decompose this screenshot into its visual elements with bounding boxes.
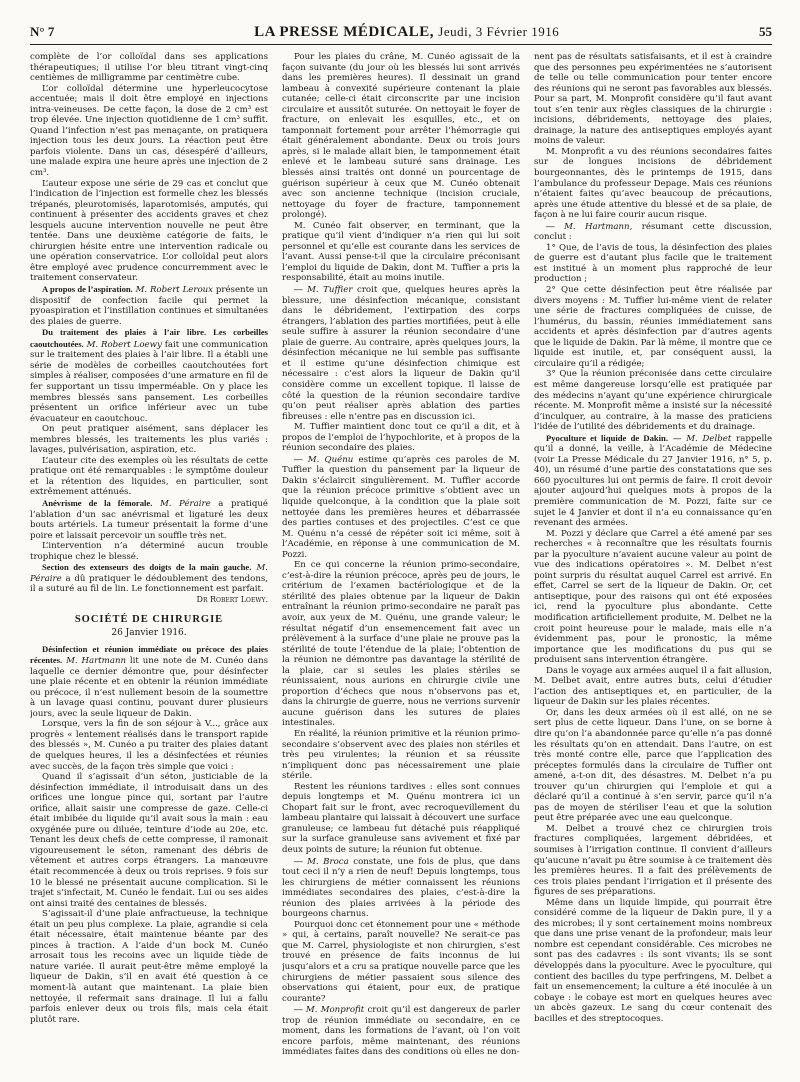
journal-title [254,24,559,41]
paragraph: Pourquoi donc cet étonnement pour une « méthode » qui, à certains, paraît nouvelle? Ne serait-ce pas que M. Carrel, physiologiste et non chirurgien, s’est trouvé en présence de faits inconnus de lui jusqu’alors et a cru sa pratique nouvelle parce que les chirurgiens de métier passaient sous silence des observations qui étaient, pour eux, de pratique courante? [282,919,520,1004]
section-lead: Désinfection et réunion immédiate ou précoce des plaies récentes. [30,643,268,666]
paragraph-text: a dû pratiquer le dédoublement des tendons, il a suturé au fil de lin. Le fonctionnement est parfait. [30,573,268,595]
paragraph: Même dans un liquide limpide, qui pourrait être considéré comme de la liqueur de Dakin pure, il y a des microbes; il y sont certainement moins nombreux que dans une prise venant de la profondeur, mais leur nombre est cependant considérable. Ces microbes ne sont pas des cadavres : ils sont vivants; ils se sont développés dans la pyoculture. Avec le pyoculture, qui contient des bacilles du type perfringens, M. Delbet a fait un ensemencement; la culture a été inoculée à un cobaye : le cobaye est mort en quelques heures avec un abcès gazeux. Le sang du cœur contenait des bacilles et des streptocoques. [534,897,772,1024]
section-lead: — [294,284,303,295]
paragraph [282,454,520,560]
paragraph [30,327,268,424]
paragraph [282,1004,520,1058]
author-name: M. Robert Loewy [86,339,162,350]
column-3 [534,52,772,1074]
paragraph: L’auteur expose une série de 29 cas et conclut que l’indication de l’injection est formelle chez les blessés trépanés, pleurotomisés, laparotomisés, amputés, qui continuent à présenter des accidents graves et chez lesquels aucune intervention nouvelle ne peut être tentée. Dans une deuxième catégorie de faits, le chirurgien hésite entre une intervention radicale ou une opération conservatrice. L’or colloïdal peut alors être employé avec prudence concurremment avec le traitement conservateur. [30,178,268,284]
paragraph [534,221,772,243]
author-name: M. Hartmann, [564,221,633,232]
paragraph: Quand il s’agissait d’un séton, justiciable de la désinfection immédiate, il introduisait dans un des orifices une longue pince qui, sortant par l’autre orifice, allait saisir une compresse de gaze. Celle-ci était imbibée du liquide qu’il avait sous la main : eau oxygénée pure ou diluée, teinture d’iode au 20e, etc. Tenant les deux chefs de cette compresse, il ramonait vigoureusement le séton, ramenant des débris de vêtement et autres corps étrangers. La manœuvre était recommencée à deux ou trois reprises. 9 fois sur 10 le blessé ne présentait aucune complication. Si le trajet s’infectait, M. Cunéo le fendait. Lui ou ses aides ont ainsi traité des centaines de blessés. [30,772,268,909]
section-lead: Section des extenseurs des doigts de la main gauche. [42,562,252,573]
paragraph: M. Tuffier maintient donc tout ce qu’il a dit, et à propos de l’emploi de l’hypochlorite, et à propos de la réunion secondaire des plaies. [282,422,520,454]
author-name: M. Quénu [307,454,354,465]
paragraph: M. Monprofit a vu des réunions secondaires faites sur de longues incisions de débridement bourgeonnantes, dès le printemps de 1915, dans l’ambulance du professeur Depage. Mais ces réunions n’étaient faites qu’avec beaucoup de précautions, après une étude attentive du blessé et de sa plaie, de façon à ne lui faire courir aucun risque. [534,146,772,221]
paragraph-text: estime qu’après ces paroles de M. Tuffier la question du pansement par la liqueur de Dakin s’éclaircit singulièrement. M. Tuffier accorde que la réunion précoce primitive s’obtient avec un liquide quelconque, à la condition que la plaie soit nettoyée dans les premières heures et débarrassée des parties contuses et des projectiles. C’est ce que M. Quénu n’a cessé de répéter soit ici même, soit à l’Académie, en réponse à une communication de M. Pozzi. [282,454,520,560]
paragraph-text: croit que, quelques heures après la blessure, une désinfection mécanique, consistant dans le débridement, l’extirpation des corps étrangers, l’ablation des parties mortifiées, peut à elle seule suffire à assurer la réunion secondaire d’une plaie de guerre. Au contraire, après quelques jours, la désinfection mécanique ne lui semble pas suffisante et il estime qu’une désinfection chimique est nécessaire : c’est alors la liqueur de Dakin qu’il considère comme un excellent topique. Il laisse de côté la question de la réunion secondaire tardive qu’on peut réaliser après ablation des parties fibreuses : elle n’entre pas en discussion ici. [282,285,520,422]
author-name: M. Tuffier [307,285,353,296]
section-lead: — [294,855,303,866]
paragraph: En réalité, la réunion primitive et la réunion primo-secondaire s’observent avec des plaies non stériles et très peu virulentes; la réunion et sa réussite n’impliquent donc pas nécessairement une plaie stérile. [282,729,520,782]
paragraph: Lorsque, vers la fin de son séjour à V..., grâce aux progrès « lentement réalisés dans le transport rapide des blessés », M. Cunéo a pu traiter des plaies datant de quelques heures, il les a désinfectées et réunies avec succès, de la façon très simple que voici : [30,719,268,772]
paragraph: complète de l’or colloïdal dans ses applications thérapeutiques; il utilise l’or bleu titrant vingt-cinq centièmes de milligramme par centimètre cube. [30,52,268,84]
issue-number: N° 7 [30,24,55,39]
page-number: 55 [758,24,772,39]
paragraph [282,856,520,920]
section-lead: Anévrisme de la fémorale. [42,497,153,508]
paragraph [534,433,772,529]
section-lead: — [294,453,303,464]
paragraph-text: fait une communication sur le traitement des plaies à l’air libre. Il a établi une série de modèles de corbeilles caoutchoutées fort simples à réaliser, composées d’une armature en fil de fer supportant un tissu imperméable. On y place les membres blessés sans pansement. Les corbeilles présentent un orifice inférieur avec un tube évacuateur en caoutchouc. [30,339,268,424]
paragraph: 1° Que, de l’avis de tous, la désinfection des plaies de guerre est d’autant plus facile que le traitement est institué à un moment plus rapproché de leur production ; [534,242,772,285]
paragraph-text: rappelle qu’il a donné, la veille, à l’Académie de Médecine (voir La Presse Médicale du 27 Janvier 1916, n° 5, p. 40), un résumé d’une partie des constatations que ses 660 pyocultures lui ont permis de faire. Il croit devoir ajouter aujourd’hui quelques mots à propos de la première communication de M. Pozzi, faite sur ce sujet le 4 Janvier et dont il n’a eu connaissance qu’en revenant des armées. [534,433,772,529]
paragraph-text: présente un dispositif de confection facile qui permet la pyoaspiration et l’instillation continues et simultanées des plaies de guerre. [30,285,268,327]
paragraph [30,562,268,595]
paragraph: Restent les réunions tardives : elles sont connues depuis longtemps et M. Quénu montrera ici un Chopart fait sur le front, avec recroquevillement du lambeau plantaire qui laissait à découvert une surface granuleuse; ce lambeau fut détaché puis réappliqué sur la surface granuleuse sans avivement et fixé par deux points de suture; la réunion fut obtenue. [282,781,520,856]
paragraph: Pour les plaies du crâne, M. Cunéo agissait de la façon suivante (du jour où les blessés lui sont arrivés dans les premières heures). Il dessinait un grand lambeau à convexité supérieure contenant la plaie cutanée; celle-ci était circonscrite par une incision circulaire et aussitôt suturée. On nettoyait le foyer de fracture, on enlevait les esquilles, etc., et on tamponnait fortement pour arrêter l’hémorragie qui était généralement abondante. Deux ou trois jours après, si le malade allait bien, le tamponnement était enlevé et le lambeau suturé sans drainage. Les blessés ainsi traités ont donné un pourcentage de guérison supérieur à ceux que M. Cunéo obtenait avec son ancienne technique (incision cruciale, nettoyage du foyer de fracture, tamponnement prolongé). [282,52,520,221]
paragraph: Or, dans les deux armées où il est allé, on ne se sert plus de cette liqueur. Dans l’une, on se borne à dire qu’on l’a abandonnée parce qu’elle n’a pas donné les résultats qu’on en attendait. Dans l’autre, on est très monté contre elle, parce que l’application des préceptes formulés dans la circulaire de Tuffier ont amené, a-t-on dit, des désastres. M. Delbet n’a pu trouver qu’un chirurgien qui l’emploie et qui a déclaré qu’il a continué à s’en servir, parce qu’il n’a pas de moyen de stériliser l’eau et que la solution peut être préparée avec une eau quelconque. [534,707,772,824]
paragraph-text: constate, une fois de plus, que dans tout ceci il n’y a rien de neuf! Depuis longtemps, tous les chirurgiens de métier connaissent les réunions immédiates secondaires des plaies, c’est-à-dire la réunion des plaies arrivées à la période des bourgeons charnus. [282,856,520,920]
author-name: M. Hartmann [66,656,127,667]
paragraph: En ce qui concerne la réunion primo-secondaire, c’est-à-dire la réunion précoce, après peu de jours, le critérium de l’examen bactériologique et de la stérilité des plaies obtenue par la liqueur de Dakin entraînant la réunion primo-secondaire ne paraît pas avoir, aux yeux de M. Quénu, une grande valeur; le résultat négatif d’un ensemencement fait avec un prélèvement à la surface d’une plaie ne prouve pas la stérilité de toute l’étendue de la plaie; l’obtention de la réunion ne démontre pas davantage la stérilité de la plaie, car si seules les plaies stériles se réunissaient, nous aurions en chirurgie civile une proportion d’échecs que nous n’observons pas et, dans la chirurgie de guerre, nous ne verrions survenir aucune guérison dans les sutures de plaies intestinales. [282,560,520,729]
paragraph-text: croit qu’il est dangereux de parler trop de réunion immédiate ou secondaire, en ce moment, dans les formations de l’avant, où l’on voit encore parfois, même maintenant, des réunions immédiates faites dans des conditions où elles ne don- [282,1005,520,1058]
issue-date: Jeudi, 3 Février 1916 [438,23,560,39]
column-2 [282,52,520,1074]
author-name: M. Monprofit [305,1005,365,1016]
section-lead: A propos de l’aspiration. [42,284,133,295]
paragraph: L’auteur cite des exemples où les résultats de cette pratique ont été remarquables : le symptôme douleur et la rétention des liquides, en particulier, sont extrêmement atténués. [30,455,268,498]
paragraph: M. Delbet a trouvé chez ce chirurgien trois fractures compliquées, largement débridées, et soumises à l’irrigation continue. Il convient d’ailleurs qu’aucune n’avait pu être soumise à ce traitement dès les premières heures. Il a fait des prélèvements de ces trois plaies pendant l’irrigation et il présente des figures de ses préparations. [534,823,772,898]
author-name: — M. Delbet [672,433,732,444]
article-columns [30,52,772,1074]
journal-name: LA PRESSE MÉDICALE, [254,23,435,40]
paragraph: M. Cunéo fait observer, en terminant, que la pratique qu’il vient d’indiquer n’a rien qui lui soit personnel et qu’elle est courante dans les services de l’avant. Aussi pense-t-il que la circulaire préconisant l’emploi du liquide de Dakin, dont M. Tuffier a pris la responsabilité, était au moins inutile. [282,220,520,284]
author-signature: Dr Robert Loewy. [196,594,268,604]
paragraph: S’agissait-il d’une plaie anfractueuse, la technique était un peu plus complexe. La plaie, agrandie si cela était nécessaire, était maintenue béante par des pinces à traction. A l’aide d’un bock M. Cunéo arrosait tous les recoins avec un liquide tiède de nature variée. Il aurait peut-être même employé la liqueur de Dakin, s’il en avait été question à ce moment-là autant que maintenant. La plaie bien nettoyée, il refermait sans drainage. Il lui a fallu parfois enlever deux ou trois fils, mais cela était plutôt rare. [30,909,268,1025]
paragraph-text: résumant cette discussion, conclut : [534,221,772,243]
society-heading: SOCIÉTÉ DE CHIRURGIE [74,614,224,626]
section-lead: Du traitement des plaies à l’air libre. Les corbeilles caoutchoutées. [30,327,268,349]
author-name: M. Péraire [159,498,211,509]
page-header [30,20,772,45]
section-lead: Pyoculture et liquide de Dakin. [546,432,668,443]
section-lead: — [546,220,555,231]
paragraph [30,644,268,720]
column-1 [30,52,268,1074]
paragraph-text: lit une note de M. Cunéo dans laquelle ce dernier démontre que, pour désinfecter une plaie récente et en obtenir la réunion immédiate ou précoce, il n’est nullement besoin de la soumettre à un lavage quasi continu, pouvant durer plusieurs jours, avec la seule liqueur de Dakin. [30,656,268,719]
section-lead: — [294,1004,303,1015]
paragraph: 3° Que la réunion préconisée dans cette circulaire est même dangereuse lorsqu’elle est pratiquée par des médecins n’ayant qu’une expérience chirurgicale récente. M. Monprofit même a insisté sur la nécessité d’inculquer, au contraire, à la masse des praticiens l’idée de l’utilité des débridements et du drainage. [534,369,772,433]
paragraph: M. Pozzi y déclare que Carrel a été amené par ses recherches « à reconnaître que les résultats fournis par la pyoculture n’avaient aucune valeur au point de vue des indications opératoires ». M. Delbet n’est point surpris du résultat auquel Carrel est arrivé. En effet, Carrel se sert de la liqueur de Dakin. Or, cet antiseptique, pour des raisons qui ont été exposées ici, rend la pyoculture plus abondante. Cette modification artificiellement produite, M. Delbet ne la croit point heureuse pour le malade, mais elle n’a évidemment pas, pour le pronostic, la même importance que les modifications du pus qui se produisent sans intervention étrangère. [534,528,772,666]
session-date: 26 Janvier 1916. [111,627,187,638]
paragraph: 2° Que cette désinfection peut être réalisée par divers moyens : M. Tuffier lui-même vient de relater une série de fractures compliquées de cuisse, de l’humérus, du bassin, réunies immédiatement sans accidents et après désinfection par d’autres agents que le liquide de Dakin. Par là même, il montre que ce liquide est inutile, et, par conséquent aussi, la circulaire qu’il a rédigée; [534,285,772,369]
author-name: M. Broca [307,856,349,867]
paragraph: Dans le voyage aux armées auquel il a fait allusion, M. Delbet avait, entre autres buts, celui d’étudier l’action des antiseptiques et, en particulier, de la liqueur de Dakin sur les plaies récentes. [534,665,772,708]
author-name: M. Robert Leroux [135,285,214,296]
paragraph: L’or colloïdal détermine une hyperleucocytose accentuée; mais il doit être employé en injections intra-veineuses. De cette façon, la dose de 2 cm³ est trop élevée. Une injection quotidienne de 1 cm³ suffit. Quand l’infection n’est pas menaçante, on pratiquera injection tous les deux jours. La réaction peut être parfois violente. Dans un cas, désespéré d’ailleurs, une malade expira une heure après une injection de 2 cm³. [30,83,268,179]
paragraph-text: a pratiqué l’ablation d’un sac anévrismal et ligaturé les deux bouts artériels. La tumeur présentait la forme d’une poire et laissait percevoir un souffle très net. [30,498,268,541]
author-name: M. Péraire [30,563,268,584]
paragraph: On peut pratiquer aisément, sans déplacer les membres blessés, les traitements les plus variés : lavages, pulvérisation, aspiration, etc. [30,424,268,456]
paragraph: nent pas de résultats satisfaisants, et il est à craindre que des personnes peu expérimentées ne s’autorisent de telle ou telle communication pour tenter encore des réunions qui ne seront pas favorables aux blessés. Pour sa part, M. Monprofit considère qu’il faut avant tout s’en tenir aux règles classiques de la chirurgie : incisions, débridements, nettoyage des plaies, drainage, la nature des antiseptiques employés ayant moins de valeur. [534,52,772,147]
paragraph [282,284,520,422]
paragraph [30,498,268,541]
paragraph: L’intervention n’a déterminé aucun trouble trophique chez le blessé. [30,541,268,562]
paragraph [30,284,268,327]
